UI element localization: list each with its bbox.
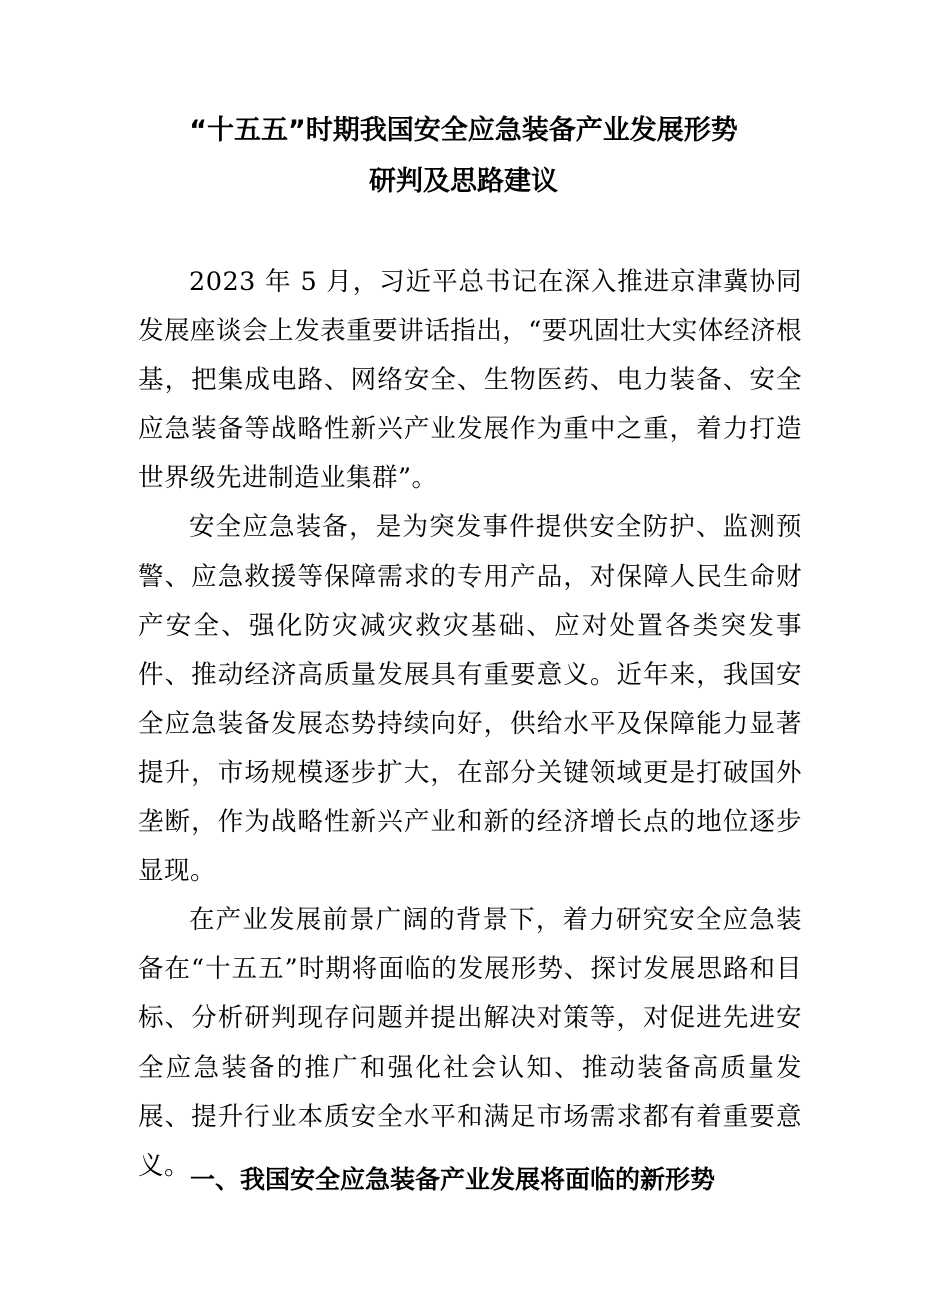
section-heading: 一、我国安全应急装备产业发展将面临的新形势 [190, 1165, 716, 1194]
body-paragraph-2: 安全应急装备，是为突发事件提供安全防护、监测预警、应急救援等保障需求的专用产品，对保障人民生命财产安全、强化防灾减灾救灾基础、应对处置各类突发事件、推动经济高质量发展具有重要意义。近年来，我国安全应急装备发展态势持续向好，供给水平及保障能力显著提升，市场规模逐步扩大，在部分关键领域更是打破国外垄断，作为战略性新兴产业和新的经济增长点的地位逐步显现。 [138, 512, 802, 887]
body-paragraph-3: 在产业发展前景广阔的背景下，着力研究安全应急装备在“十五五”时期将面临的发展形势、探讨发展思路和目标、分析研判现存问题并提出解决对策等，对促进先进安全应急装备的推广和强化社会认知、推动装备高质量发展、提升行业本质安全水平和满足市场需求都有着重要意义。 [138, 905, 802, 1181]
document-body [138, 258, 802, 1191]
document-title-line1: “十五五”时期我国安全应急装备产业发展形势 [189, 115, 738, 146]
document-title-line2: 研判及思路建议 [369, 166, 558, 197]
body-paragraph-1: 2023 年 5 月，习近平总书记在深入推进京津冀协同发展座谈会上发表重要讲话指出，“要巩固壮大实体经济根基，把集成电路、网络安全、生物医药、电力装备、安全应急装备等战略性新兴产业发展作为重中之重，着力打造世界级先进制造业集群”。 [138, 267, 802, 494]
